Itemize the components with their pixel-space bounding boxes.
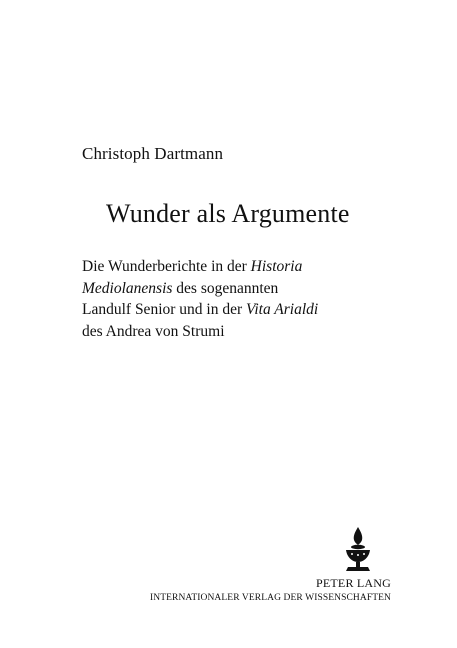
subtitle-italic-text: Mediolanensis <box>82 279 173 297</box>
author-name: Christoph Dartmann <box>82 144 224 163</box>
subtitle-text: des sogenannten <box>172 279 279 297</box>
subtitle-text: Die Wunderberichte in der <box>82 258 251 275</box>
subtitle-italic-text: Historia <box>250 258 303 275</box>
subtitle-text: Landulf Senior und in der <box>82 301 247 318</box>
book-subtitle <box>82 256 412 342</box>
subtitle-italic-text: Vita Arialdi <box>246 301 319 318</box>
peter-lang-logo-icon <box>340 526 376 574</box>
subtitle-line-1 <box>82 256 412 278</box>
subtitle-line-4: des Andrea von Strumi <box>82 322 225 340</box>
publisher-name: PETER LANG <box>316 576 391 590</box>
publisher-imprint: INTERNATIONALER VERLAG DER WISSENSCHAFTEN <box>150 593 391 603</box>
book-title: Wunder als Argumente <box>106 199 350 228</box>
subtitle-line-3 <box>82 299 412 321</box>
subtitle-line-2 <box>82 278 412 300</box>
